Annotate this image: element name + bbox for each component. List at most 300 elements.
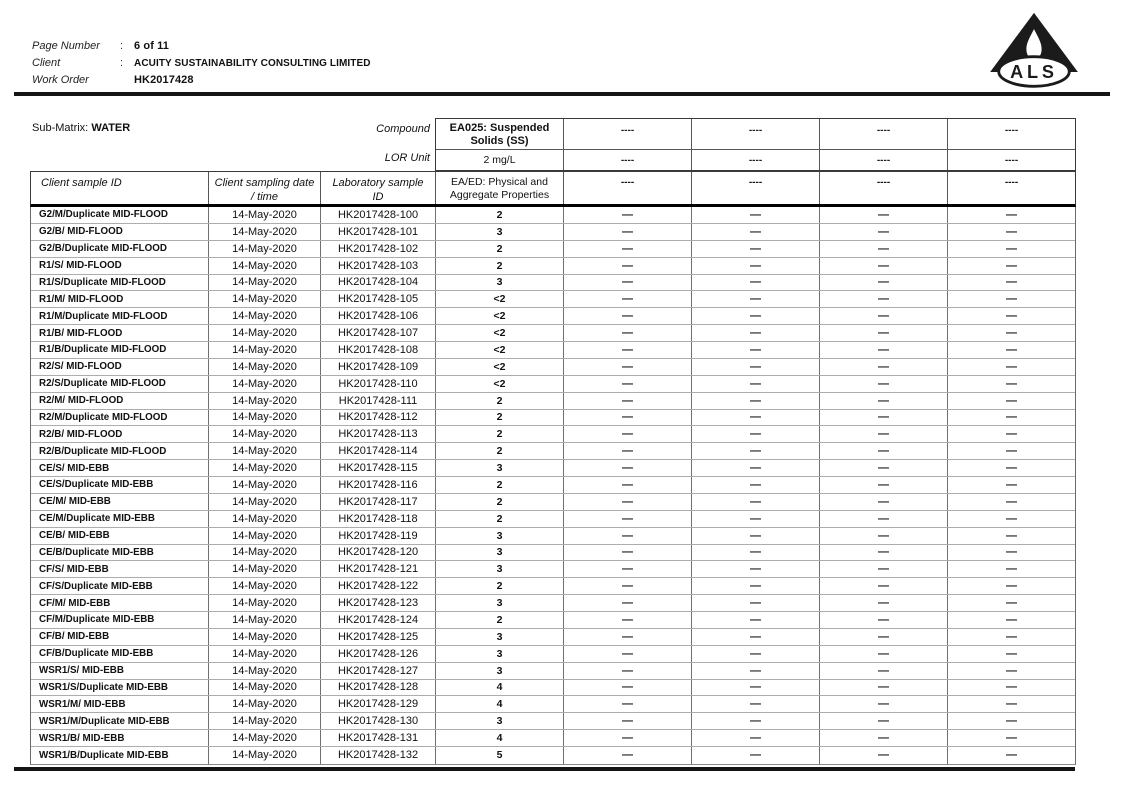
table-row bbox=[31, 393, 1075, 410]
placeholder-cell: — bbox=[692, 359, 820, 375]
analyte-header-box bbox=[435, 118, 1076, 171]
placeholder-cell: — bbox=[692, 629, 820, 645]
lab-sample-id-cell: HK2017428-131 bbox=[321, 730, 436, 746]
lab-sample-id-cell: HK2017428-121 bbox=[321, 561, 436, 577]
placeholder-cell: — bbox=[820, 308, 948, 324]
client-sample-id-cell: R1/B/Duplicate MID-FLOOD bbox=[31, 342, 209, 358]
client-label: Client bbox=[32, 57, 61, 69]
placeholder-cell: — bbox=[1006, 394, 1017, 407]
client-separator: : bbox=[120, 57, 124, 69]
lab-sample-id-cell: HK2017428-123 bbox=[321, 595, 436, 611]
result-value-cell: 2 bbox=[436, 443, 564, 459]
sampling-date-cell: 14-May-2020 bbox=[209, 646, 321, 662]
placeholder-compound-cell: ---- bbox=[820, 119, 948, 149]
sub-matrix-line bbox=[32, 122, 130, 134]
table-row bbox=[31, 443, 1075, 460]
sampling-date-cell: 14-May-2020 bbox=[209, 426, 321, 442]
placeholder-cell: — bbox=[692, 275, 820, 291]
table-row bbox=[31, 545, 1075, 562]
result-value-cell: <2 bbox=[436, 376, 564, 392]
placeholder-cell: — bbox=[692, 308, 820, 324]
placeholder-cell: — bbox=[1006, 512, 1017, 525]
sampling-date-cell: 14-May-2020 bbox=[209, 207, 321, 223]
client-sample-id-cell: CF/M/Duplicate MID-EBB bbox=[31, 612, 209, 628]
sampling-date-cell: 14-May-2020 bbox=[209, 713, 321, 729]
result-value-cell: 3 bbox=[436, 460, 564, 476]
client-sample-id-cell: R2/B/Duplicate MID-FLOOD bbox=[31, 443, 209, 459]
lab-sample-id-cell: HK2017428-119 bbox=[321, 528, 436, 544]
placeholder-cell: — bbox=[564, 730, 692, 746]
table-row bbox=[31, 680, 1075, 697]
placeholder-cell: — bbox=[564, 545, 692, 561]
placeholder-cell: — bbox=[564, 291, 692, 307]
sampling-date-cell: 14-May-2020 bbox=[209, 612, 321, 628]
placeholder-cell: — bbox=[820, 545, 948, 561]
placeholder-cell: — bbox=[1006, 360, 1017, 373]
placeholder-cell: — bbox=[820, 595, 948, 611]
lab-sample-id-cell: HK2017428-100 bbox=[321, 207, 436, 223]
method-header-line1: EA/ED: Physical and bbox=[451, 176, 548, 188]
result-value-cell: 2 bbox=[436, 511, 564, 527]
placeholder-method-cell: ---- bbox=[564, 172, 692, 204]
lab-sample-id-cell: HK2017428-127 bbox=[321, 663, 436, 679]
result-value-cell: 3 bbox=[436, 224, 564, 240]
page-number-row bbox=[32, 40, 371, 57]
placeholder-cell: — bbox=[692, 696, 820, 712]
client-sample-id-cell: R2/M/ MID-FLOOD bbox=[31, 393, 209, 409]
placeholder-cell: — bbox=[1006, 630, 1017, 643]
page-number-separator: : bbox=[120, 40, 124, 52]
placeholder-cell: — bbox=[820, 494, 948, 510]
lab-sample-id-header-line2: ID bbox=[372, 191, 384, 203]
table-row bbox=[31, 561, 1075, 578]
placeholder-cell: — bbox=[820, 393, 948, 409]
client-sample-id-cell: CE/B/Duplicate MID-EBB bbox=[31, 545, 209, 561]
placeholder-cell: — bbox=[1006, 664, 1017, 677]
sampling-date-cell: 14-May-2020 bbox=[209, 460, 321, 476]
placeholder-cell: — bbox=[564, 376, 692, 392]
table-row bbox=[31, 477, 1075, 494]
placeholder-cell: — bbox=[820, 224, 948, 240]
placeholder-cell: — bbox=[692, 545, 820, 561]
placeholder-cell: — bbox=[1006, 546, 1017, 559]
placeholder-lor-cell: ---- bbox=[1004, 154, 1019, 166]
lab-sample-id-cell: HK2017428-124 bbox=[321, 612, 436, 628]
results-table-body bbox=[30, 207, 1076, 765]
client-sample-id-cell: WSR1/B/Duplicate MID-EBB bbox=[31, 747, 209, 764]
placeholder-cell: — bbox=[564, 207, 692, 223]
placeholder-cell: — bbox=[564, 410, 692, 426]
lab-sample-id-cell: HK2017428-128 bbox=[321, 680, 436, 696]
placeholder-compound-cell: ---- bbox=[1004, 125, 1019, 136]
placeholder-cell: — bbox=[692, 426, 820, 442]
result-value-cell: 4 bbox=[436, 730, 564, 746]
lab-sample-id-cell: HK2017428-108 bbox=[321, 342, 436, 358]
placeholder-cell: — bbox=[1006, 613, 1017, 626]
lab-sample-id-header-line1: Laboratory sample bbox=[332, 177, 424, 189]
sampling-date-cell: 14-May-2020 bbox=[209, 359, 321, 375]
placeholder-cell: — bbox=[820, 325, 948, 341]
lab-sample-id-cell: HK2017428-114 bbox=[321, 443, 436, 459]
sampling-date-cell: 14-May-2020 bbox=[209, 258, 321, 274]
placeholder-cell: — bbox=[820, 646, 948, 662]
lab-sample-id-cell: HK2017428-130 bbox=[321, 713, 436, 729]
placeholder-cell: — bbox=[1006, 715, 1017, 728]
table-row bbox=[31, 646, 1075, 663]
result-value-cell: 2 bbox=[436, 410, 564, 426]
sampling-date-header-line1: Client sampling date bbox=[214, 177, 315, 189]
placeholder-cell: — bbox=[564, 460, 692, 476]
placeholder-cell: — bbox=[692, 680, 820, 696]
sampling-date-header bbox=[209, 172, 321, 204]
lab-sample-id-cell: HK2017428-112 bbox=[321, 410, 436, 426]
placeholder-cell: — bbox=[820, 629, 948, 645]
placeholder-cell: — bbox=[692, 561, 820, 577]
result-value-cell: 2 bbox=[436, 612, 564, 628]
client-sample-id-cell: WSR1/S/ MID-EBB bbox=[31, 663, 209, 679]
lab-sample-id-cell: HK2017428-101 bbox=[321, 224, 436, 240]
placeholder-cell: — bbox=[1006, 478, 1017, 491]
lab-sample-id-cell: HK2017428-105 bbox=[321, 291, 436, 307]
placeholder-cell: — bbox=[564, 646, 692, 662]
result-value-cell: <2 bbox=[436, 308, 564, 324]
placeholder-cell: — bbox=[820, 713, 948, 729]
placeholder-cell: — bbox=[692, 325, 820, 341]
table-row bbox=[31, 241, 1075, 258]
placeholder-cell: — bbox=[1006, 343, 1017, 356]
placeholder-cell: — bbox=[1006, 529, 1017, 542]
result-value-cell: 3 bbox=[436, 561, 564, 577]
placeholder-method-cell: ---- bbox=[820, 172, 948, 204]
placeholder-cell: — bbox=[820, 342, 948, 358]
lab-sample-id-cell: HK2017428-104 bbox=[321, 275, 436, 291]
client-sample-id-cell: CF/B/ MID-EBB bbox=[31, 629, 209, 645]
client-sample-id-cell: WSR1/M/Duplicate MID-EBB bbox=[31, 713, 209, 729]
placeholder-cell: — bbox=[820, 528, 948, 544]
client-sample-id-cell: CF/S/Duplicate MID-EBB bbox=[31, 578, 209, 594]
lab-sample-id-cell: HK2017428-116 bbox=[321, 477, 436, 493]
placeholder-cell: — bbox=[820, 207, 948, 223]
placeholder-cell: — bbox=[820, 410, 948, 426]
lab-sample-id-cell: HK2017428-120 bbox=[321, 545, 436, 561]
sub-matrix-label: Sub-Matrix: bbox=[32, 122, 89, 134]
placeholder-cell: — bbox=[692, 224, 820, 240]
lab-sample-id-cell: HK2017428-113 bbox=[321, 426, 436, 442]
table-row bbox=[31, 730, 1075, 747]
lab-sample-id-cell: HK2017428-117 bbox=[321, 494, 436, 510]
placeholder-cell: — bbox=[564, 680, 692, 696]
placeholder-cell: — bbox=[564, 241, 692, 257]
als-logo-icon bbox=[980, 10, 1088, 92]
sampling-date-cell: 14-May-2020 bbox=[209, 629, 321, 645]
placeholder-cell: — bbox=[1006, 310, 1017, 323]
sampling-date-cell: 14-May-2020 bbox=[209, 511, 321, 527]
placeholder-cell: — bbox=[1006, 749, 1017, 762]
placeholder-cell: — bbox=[820, 511, 948, 527]
placeholder-cell: — bbox=[692, 612, 820, 628]
footer-divider-rule bbox=[14, 767, 1075, 771]
sampling-date-cell: 14-May-2020 bbox=[209, 578, 321, 594]
placeholder-cell: — bbox=[692, 747, 820, 764]
client-sample-id-cell: R1/B/ MID-FLOOD bbox=[31, 325, 209, 341]
placeholder-cell: — bbox=[564, 426, 692, 442]
client-sample-id-cell: CE/B/ MID-EBB bbox=[31, 528, 209, 544]
table-row bbox=[31, 275, 1075, 292]
client-sample-id-cell: G2/B/Duplicate MID-FLOOD bbox=[31, 241, 209, 257]
page-number-value: 6 of 11 bbox=[134, 40, 169, 52]
placeholder-cell: — bbox=[692, 663, 820, 679]
table-row bbox=[31, 325, 1075, 342]
table-row bbox=[31, 207, 1075, 224]
placeholder-cell: — bbox=[692, 393, 820, 409]
placeholder-cell: — bbox=[692, 291, 820, 307]
placeholder-method-cell: ---- bbox=[692, 172, 820, 204]
placeholder-cell: — bbox=[1006, 377, 1017, 390]
placeholder-cell: — bbox=[692, 410, 820, 426]
placeholder-cell: — bbox=[692, 494, 820, 510]
method-header-cell bbox=[436, 172, 564, 204]
placeholder-cell: — bbox=[1006, 698, 1017, 711]
placeholder-lor-cell: ---- bbox=[820, 150, 948, 170]
result-value-cell: 2 bbox=[436, 241, 564, 257]
client-sample-id-cell: R1/M/Duplicate MID-FLOOD bbox=[31, 308, 209, 324]
placeholder-cell: — bbox=[692, 241, 820, 257]
sampling-date-cell: 14-May-2020 bbox=[209, 528, 321, 544]
lab-sample-id-cell: HK2017428-103 bbox=[321, 258, 436, 274]
lab-sample-id-header bbox=[321, 172, 436, 204]
lab-sample-id-cell: HK2017428-122 bbox=[321, 578, 436, 594]
placeholder-cell: — bbox=[564, 359, 692, 375]
sampling-date-cell: 14-May-2020 bbox=[209, 747, 321, 764]
placeholder-cell: — bbox=[820, 663, 948, 679]
placeholder-cell: — bbox=[564, 747, 692, 764]
placeholder-cell: — bbox=[1006, 681, 1017, 694]
result-value-cell: 4 bbox=[436, 680, 564, 696]
client-sample-id-cell: R1/M/ MID-FLOOD bbox=[31, 291, 209, 307]
sampling-date-cell: 14-May-2020 bbox=[209, 308, 321, 324]
header-divider-rule bbox=[14, 92, 1110, 96]
placeholder-cell: — bbox=[692, 646, 820, 662]
lab-sample-id-cell: HK2017428-109 bbox=[321, 359, 436, 375]
result-value-cell: 2 bbox=[436, 494, 564, 510]
placeholder-cell: — bbox=[692, 528, 820, 544]
table-row bbox=[31, 696, 1075, 713]
client-sample-id-cell: R1/S/ MID-FLOOD bbox=[31, 258, 209, 274]
placeholder-cell: — bbox=[1006, 327, 1017, 340]
result-value-cell: 4 bbox=[436, 696, 564, 712]
placeholder-cell: — bbox=[692, 477, 820, 493]
sampling-date-cell: 14-May-2020 bbox=[209, 224, 321, 240]
placeholder-cell: — bbox=[820, 578, 948, 594]
work-order-value: HK2017428 bbox=[134, 74, 194, 86]
als-logo-text: ALS bbox=[1010, 62, 1058, 83]
placeholder-cell: — bbox=[564, 325, 692, 341]
lab-sample-id-cell: HK2017428-102 bbox=[321, 241, 436, 257]
placeholder-cell: — bbox=[692, 376, 820, 392]
placeholder-cell: — bbox=[564, 308, 692, 324]
table-row bbox=[31, 578, 1075, 595]
placeholder-cell: — bbox=[564, 494, 692, 510]
placeholder-cell: — bbox=[564, 595, 692, 611]
placeholder-cell: — bbox=[1006, 647, 1017, 660]
sampling-date-cell: 14-May-2020 bbox=[209, 545, 321, 561]
method-header-line2: Aggregate Properties bbox=[449, 189, 550, 201]
result-value-cell: 3 bbox=[436, 545, 564, 561]
sampling-date-cell: 14-May-2020 bbox=[209, 730, 321, 746]
table-row bbox=[31, 342, 1075, 359]
table-row bbox=[31, 713, 1075, 730]
client-sample-id-cell: R2/S/ MID-FLOOD bbox=[31, 359, 209, 375]
client-sample-id-cell: R2/B/ MID-FLOOD bbox=[31, 426, 209, 442]
client-sample-id-cell: CE/S/Duplicate MID-EBB bbox=[31, 477, 209, 493]
placeholder-cell: — bbox=[820, 443, 948, 459]
placeholder-cell: — bbox=[820, 359, 948, 375]
placeholder-cell: — bbox=[692, 595, 820, 611]
table-row bbox=[31, 460, 1075, 477]
placeholder-cell: — bbox=[1006, 293, 1017, 306]
client-sample-id-cell: WSR1/S/Duplicate MID-EBB bbox=[31, 680, 209, 696]
placeholder-cell: — bbox=[564, 342, 692, 358]
compound-name-line2: Solids (SS) bbox=[470, 135, 529, 147]
compound-row-label: Compound bbox=[376, 123, 430, 135]
table-row bbox=[31, 494, 1075, 511]
sampling-date-cell: 14-May-2020 bbox=[209, 477, 321, 493]
table-row bbox=[31, 663, 1075, 680]
placeholder-cell: — bbox=[692, 258, 820, 274]
table-row bbox=[31, 308, 1075, 325]
table-row bbox=[31, 528, 1075, 545]
placeholder-cell: — bbox=[820, 612, 948, 628]
sampling-date-cell: 14-May-2020 bbox=[209, 410, 321, 426]
placeholder-cell: — bbox=[564, 629, 692, 645]
table-row bbox=[31, 258, 1075, 275]
placeholder-cell: — bbox=[820, 460, 948, 476]
result-value-cell: 2 bbox=[436, 258, 564, 274]
compound-name-line1: EA025: Suspended bbox=[449, 122, 550, 134]
lab-sample-id-cell: HK2017428-115 bbox=[321, 460, 436, 476]
result-value-cell: <2 bbox=[436, 359, 564, 375]
lab-sample-id-cell: HK2017428-110 bbox=[321, 376, 436, 392]
placeholder-cell: — bbox=[564, 258, 692, 274]
sampling-date-cell: 14-May-2020 bbox=[209, 275, 321, 291]
client-sample-id-cell: R1/S/Duplicate MID-FLOOD bbox=[31, 275, 209, 291]
lab-sample-id-cell: HK2017428-132 bbox=[321, 747, 436, 764]
result-value-cell: 2 bbox=[436, 393, 564, 409]
placeholder-cell: — bbox=[820, 241, 948, 257]
placeholder-cell: — bbox=[820, 291, 948, 307]
placeholder-cell: — bbox=[564, 224, 692, 240]
result-value-cell: 3 bbox=[436, 646, 564, 662]
client-sample-id-cell: WSR1/M/ MID-EBB bbox=[31, 696, 209, 712]
client-sample-id-cell: CE/S/ MID-EBB bbox=[31, 460, 209, 476]
compound-header-row bbox=[436, 119, 1075, 150]
result-value-cell: 3 bbox=[436, 528, 564, 544]
result-value-cell: <2 bbox=[436, 291, 564, 307]
placeholder-cell: — bbox=[564, 561, 692, 577]
placeholder-cell: — bbox=[1006, 495, 1017, 508]
table-row bbox=[31, 410, 1075, 427]
sampling-date-cell: 14-May-2020 bbox=[209, 696, 321, 712]
placeholder-cell: — bbox=[564, 612, 692, 628]
placeholder-cell: — bbox=[1006, 259, 1017, 272]
sampling-date-cell: 14-May-2020 bbox=[209, 561, 321, 577]
sampling-date-cell: 14-May-2020 bbox=[209, 443, 321, 459]
placeholder-cell: — bbox=[1006, 462, 1017, 475]
work-order-label: Work Order bbox=[32, 74, 89, 86]
client-value: ACUITY SUSTAINABILITY CONSULTING LIMITED bbox=[134, 58, 371, 69]
placeholder-cell: — bbox=[820, 747, 948, 764]
table-row bbox=[31, 595, 1075, 612]
placeholder-cell: — bbox=[1006, 428, 1017, 441]
placeholder-cell: — bbox=[564, 696, 692, 712]
client-sample-id-cell: G2/B/ MID-FLOOD bbox=[31, 224, 209, 240]
placeholder-cell: — bbox=[1006, 563, 1017, 576]
placeholder-cell: — bbox=[1006, 242, 1017, 255]
client-sample-id-cell: CE/M/ MID-EBB bbox=[31, 494, 209, 510]
lor-unit-value-cell: 2 mg/L bbox=[436, 150, 564, 170]
lab-sample-id-cell: HK2017428-118 bbox=[321, 511, 436, 527]
placeholder-cell: — bbox=[1006, 445, 1017, 458]
placeholder-cell: — bbox=[692, 511, 820, 527]
placeholder-cell: — bbox=[692, 713, 820, 729]
placeholder-lor-cell: ---- bbox=[692, 150, 820, 170]
placeholder-compound-cell: ---- bbox=[692, 119, 820, 149]
placeholder-cell: — bbox=[1006, 411, 1017, 424]
table-column-header bbox=[30, 171, 1076, 207]
placeholder-cell: — bbox=[820, 275, 948, 291]
sampling-date-cell: 14-May-2020 bbox=[209, 494, 321, 510]
result-value-cell: <2 bbox=[436, 342, 564, 358]
table-row bbox=[31, 224, 1075, 241]
placeholder-cell: — bbox=[564, 578, 692, 594]
sampling-date-cell: 14-May-2020 bbox=[209, 393, 321, 409]
sampling-date-header-line2: / time bbox=[251, 191, 278, 203]
placeholder-cell: — bbox=[692, 730, 820, 746]
result-value-cell: 2 bbox=[436, 477, 564, 493]
table-row bbox=[31, 291, 1075, 308]
sampling-date-cell: 14-May-2020 bbox=[209, 595, 321, 611]
placeholder-cell: — bbox=[820, 696, 948, 712]
placeholder-cell: — bbox=[1006, 208, 1017, 221]
table-row bbox=[31, 612, 1075, 629]
lab-sample-id-cell: HK2017428-129 bbox=[321, 696, 436, 712]
lab-sample-id-cell: HK2017428-106 bbox=[321, 308, 436, 324]
placeholder-cell: — bbox=[820, 561, 948, 577]
result-value-cell: 3 bbox=[436, 595, 564, 611]
client-sample-id-header: Client sample ID bbox=[31, 172, 209, 204]
page-number-label: Page Number bbox=[32, 40, 100, 52]
placeholder-cell: — bbox=[692, 460, 820, 476]
client-sample-id-cell: R2/M/Duplicate MID-FLOOD bbox=[31, 410, 209, 426]
compound-name-cell bbox=[436, 119, 564, 149]
placeholder-cell: — bbox=[820, 426, 948, 442]
result-value-cell: 2 bbox=[436, 578, 564, 594]
report-header bbox=[32, 40, 371, 91]
placeholder-cell: — bbox=[1006, 225, 1017, 238]
result-value-cell: 2 bbox=[436, 207, 564, 223]
work-order-row bbox=[32, 74, 371, 91]
placeholder-cell: — bbox=[564, 528, 692, 544]
placeholder-cell: — bbox=[820, 376, 948, 392]
placeholder-cell: — bbox=[1006, 580, 1017, 593]
table-row bbox=[31, 747, 1075, 764]
lab-sample-id-cell: HK2017428-111 bbox=[321, 393, 436, 409]
result-value-cell: 3 bbox=[436, 663, 564, 679]
table-row bbox=[31, 511, 1075, 528]
sampling-date-cell: 14-May-2020 bbox=[209, 376, 321, 392]
sampling-date-cell: 14-May-2020 bbox=[209, 663, 321, 679]
sampling-date-cell: 14-May-2020 bbox=[209, 325, 321, 341]
